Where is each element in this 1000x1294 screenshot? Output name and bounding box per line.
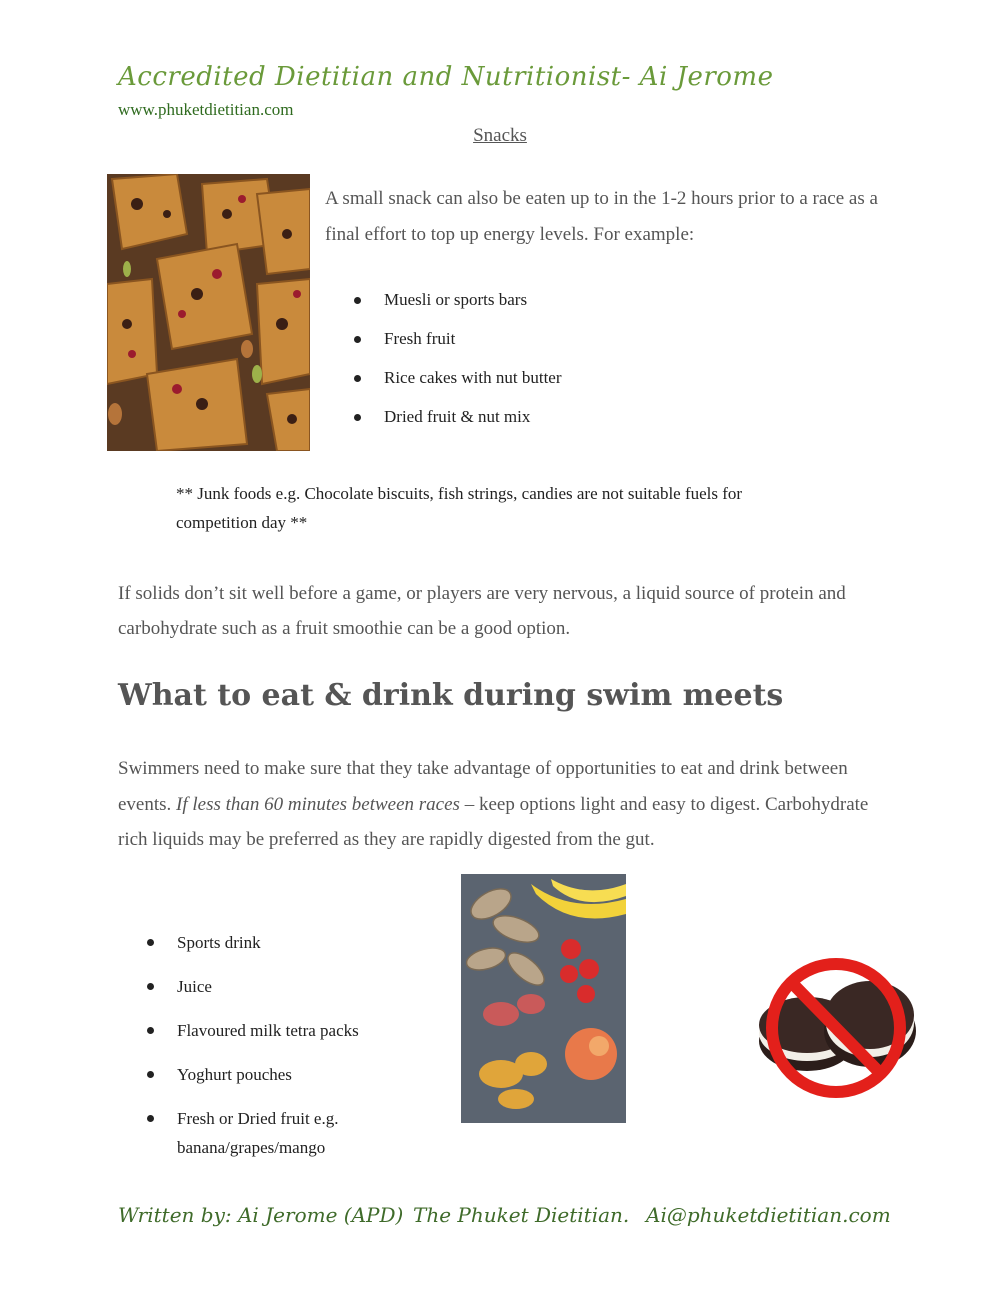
list-item: Muesli or sports bars [354, 288, 754, 327]
list-item: Dried fruit & nut mix [354, 405, 754, 444]
header-url[interactable]: www.phuketdietitian.com [118, 100, 294, 119]
bullet-icon [147, 1071, 154, 1078]
granola-bars-image [107, 174, 310, 451]
bullet-icon [354, 375, 361, 382]
swim-list [147, 928, 437, 1177]
list-item: Yoghurt pouches [147, 1060, 437, 1089]
bullet-icon [354, 414, 361, 421]
list-item: Rice cakes with nut butter [354, 366, 754, 405]
bullet-icon [354, 297, 361, 304]
no-cookies-icon [752, 953, 917, 1103]
bullet-icon [354, 336, 361, 343]
snacks-heading: Snacks [473, 125, 527, 146]
list-item: Sports drink [147, 928, 437, 957]
snack-list [354, 288, 754, 444]
footer-author: Written by: Ai Jerome (APD) [118, 1203, 404, 1227]
junk-food-note: ** Junk foods e.g. Chocolate biscuits, fish strings, candies are not suitable fuels for competition day ** [176, 484, 743, 532]
snacks-intro: A small snack can also be eaten up to in the 1-2 hours prior to a race as a final effort to top up energy levels. For example: [325, 188, 878, 245]
footer-email[interactable]: Ai@phuketdietitian.com [646, 1203, 891, 1227]
bullet-icon [147, 1115, 154, 1122]
list-item: Juice [147, 972, 437, 1001]
liquid-option-paragraph: If solids don’t sit well before a game, or players are very nervous, a liquid source of protein and carbohydrate such as a fruit smoothie can be a good option. [118, 583, 846, 639]
list-item: Fresh fruit [354, 327, 754, 366]
dried-fruit-image [461, 874, 626, 1123]
bullet-icon [147, 983, 154, 990]
swim-paragraph-emphasis: If less than 60 minutes between races [176, 793, 460, 815]
footer-brand: The Phuket Dietitian. [413, 1203, 630, 1227]
swim-paragraph: Swimmers need to make sure that they take advantage of opportunities to eat and drink between events. If less than 60 minutes between races – keep options light and easy to digest. Carbohydrate rich liquids may be preferred as they are rapidly digested from the gut. [118, 758, 869, 850]
list-item: Fresh or Dried fruit e.g. banana/grapes/mango [147, 1104, 437, 1162]
header-title: Accredited Dietitian and Nutritionist- Ai Jerome [118, 62, 774, 92]
bullet-icon [147, 1027, 154, 1034]
bullet-icon [147, 939, 154, 946]
list-item: Flavoured milk tetra packs [147, 1016, 437, 1045]
swim-section-heading: What to eat & drink during swim meets [118, 678, 784, 713]
